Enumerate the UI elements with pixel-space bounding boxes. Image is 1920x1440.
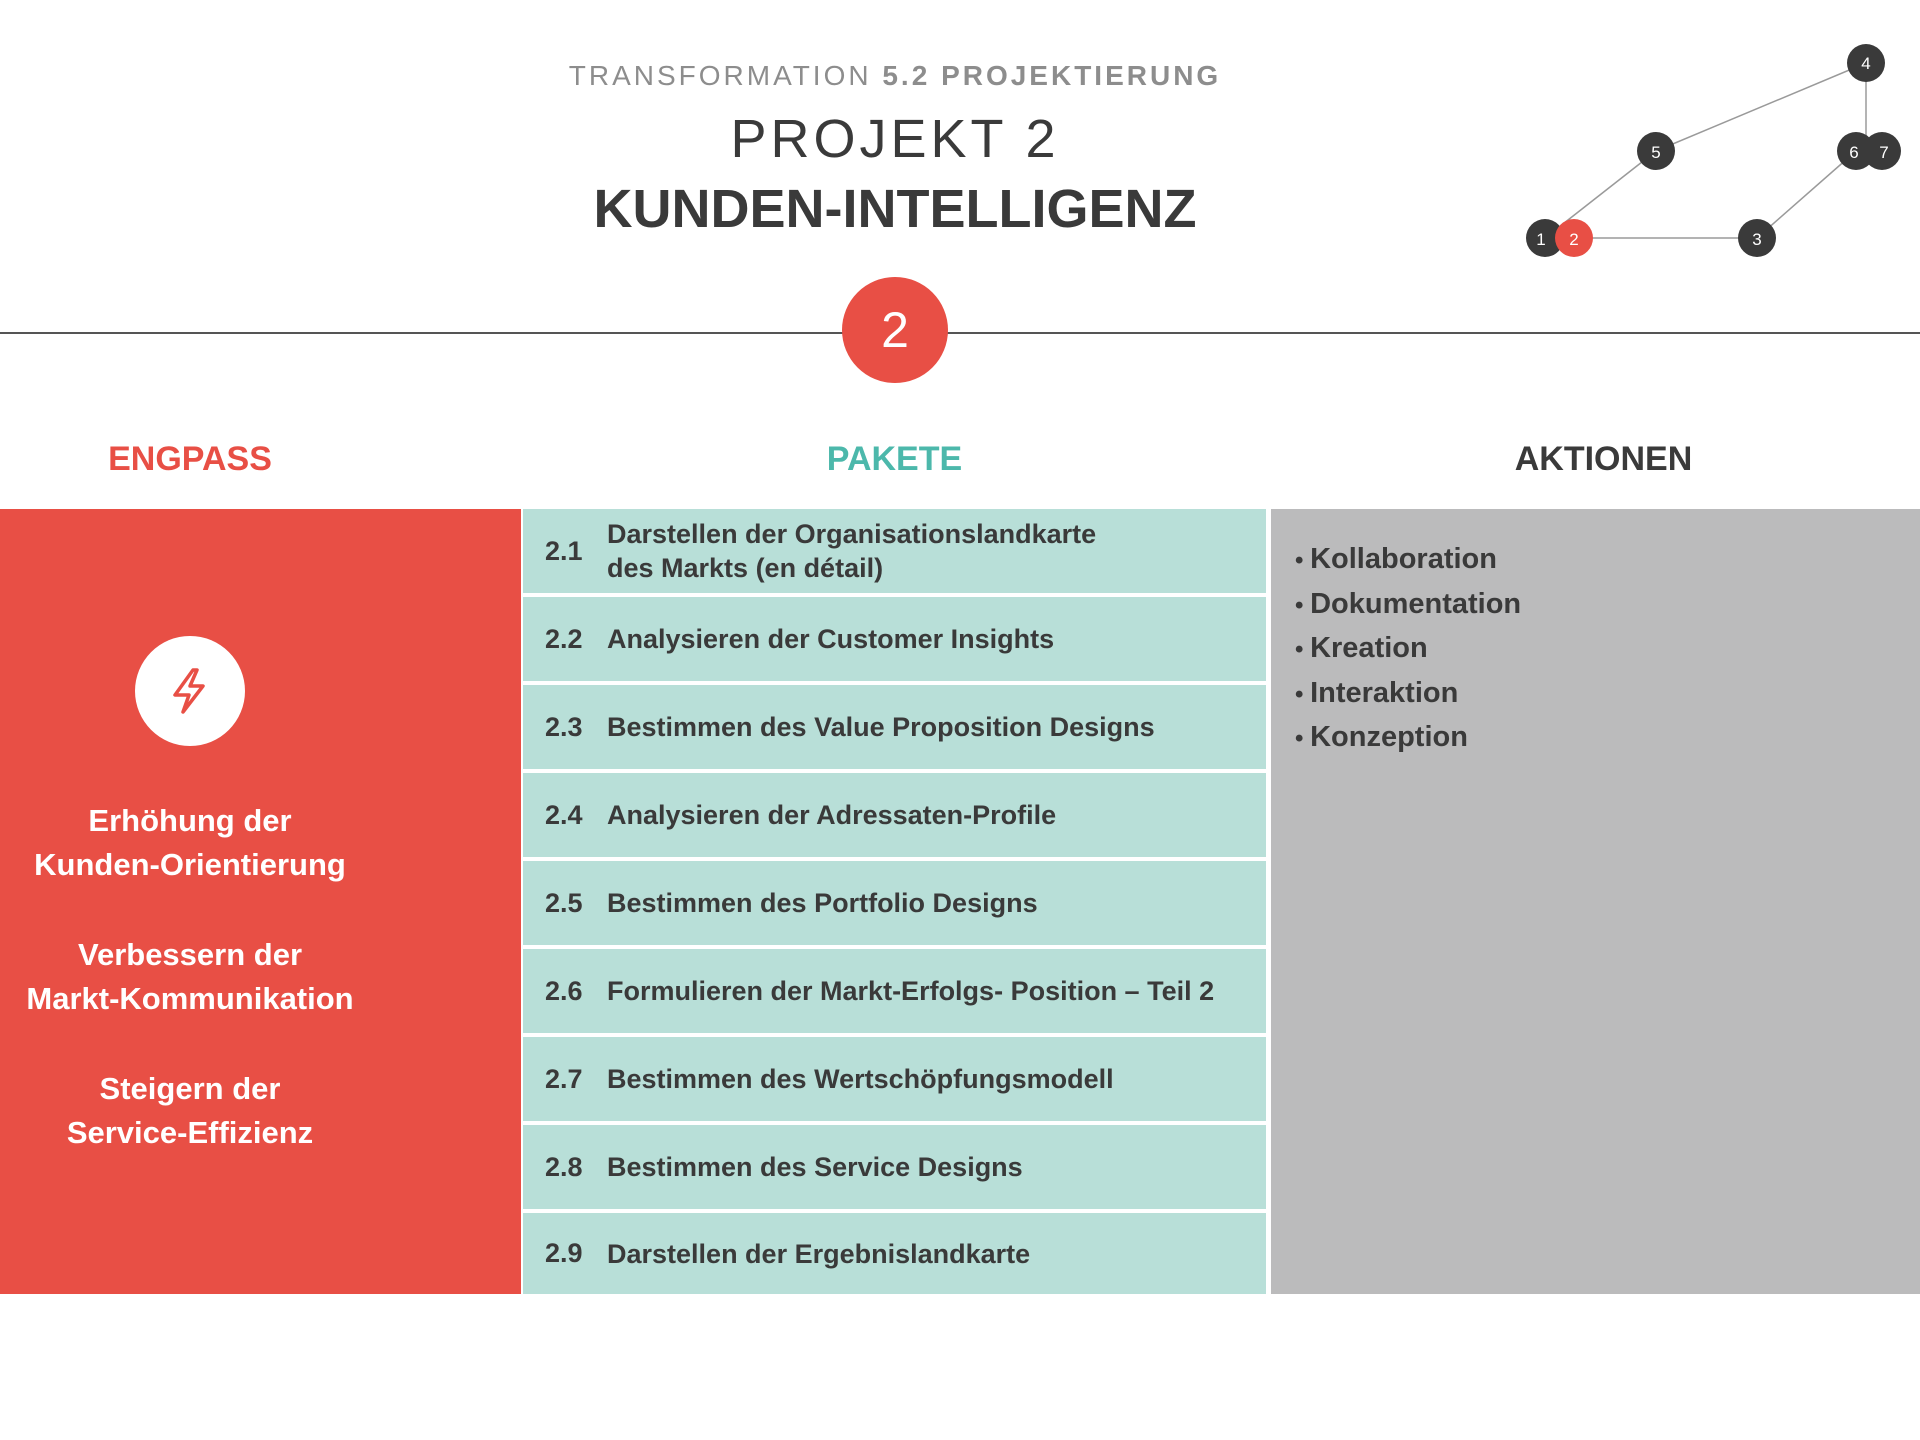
- project-label: PROJEKT 2: [730, 109, 1060, 169]
- paket-number: 2.6: [545, 975, 583, 1006]
- engpass-item-line: Kunden-Orientierung: [34, 847, 346, 882]
- network-node-label: 2: [1569, 230, 1579, 249]
- aktionen-list: [1295, 537, 1521, 760]
- project-badge: 2: [842, 277, 948, 383]
- network-node-label: 4: [1861, 54, 1871, 73]
- paket-title: Bestimmen des Wertschöpfungsmodell: [607, 1064, 1114, 1094]
- paket-number: 2.9: [545, 1238, 583, 1268]
- column-heading-engpass: ENGPASS: [108, 440, 272, 478]
- aktion-item: • Dokumentation: [1295, 582, 1521, 627]
- paket-title: Bestimmen des Service Designs: [607, 1152, 1023, 1182]
- paket-row: [523, 1037, 1266, 1121]
- column-heading-aktionen: AKTIONEN: [1514, 440, 1693, 478]
- header-divider: [0, 332, 1920, 334]
- network-node-label: 6: [1849, 143, 1859, 162]
- paket-title: Darstellen der Ergebnislandkarte: [607, 1238, 1031, 1269]
- paket-title: Analysieren der Customer Insights: [607, 624, 1055, 654]
- paket-number: 2.5: [545, 887, 583, 918]
- engpass-item: [0, 1067, 380, 1155]
- network-edge: [1656, 63, 1866, 151]
- paket-row: [523, 1213, 1266, 1294]
- paket-row: [523, 509, 1266, 593]
- aktion-item: • Konzeption: [1295, 715, 1521, 760]
- paket-title-line: des Markts (en détail): [607, 553, 884, 583]
- column-heading-pakete: PAKETE: [826, 440, 963, 478]
- engpass-panel: [0, 509, 521, 1294]
- engpass-item-line: Steigern der: [99, 1071, 281, 1106]
- network-node-label: 7: [1879, 143, 1889, 162]
- paket-number: 2.2: [545, 623, 583, 654]
- paket-number: 2.8: [545, 1151, 583, 1182]
- network-node-label: 3: [1752, 230, 1762, 249]
- engpass-item-line: Erhöhung der: [88, 803, 292, 838]
- paket-row: [523, 1125, 1266, 1209]
- paket-number: 2.1: [545, 535, 583, 566]
- aktionen-panel: [1271, 509, 1920, 1294]
- engpass-item: [0, 799, 380, 887]
- paket-number: 2.4: [545, 799, 583, 830]
- network-node-label: 1: [1536, 230, 1546, 249]
- paket-number: 2.7: [545, 1063, 583, 1094]
- paket-title: Bestimmen des Portfolio Designs: [607, 888, 1038, 918]
- engpass-item-line: Markt-Kommunikation: [26, 981, 354, 1016]
- engpass-item: [0, 933, 380, 1021]
- paket-title: Formulieren der Markt-Erfolgs- Position – Teil 2: [607, 976, 1215, 1006]
- paket-title-line: Darstellen der Organisationslandkarte: [607, 519, 1097, 549]
- project-network: [1510, 40, 1910, 280]
- paket-title: Analysieren der Adressaten-Profile: [607, 800, 1057, 830]
- aktion-item: • Interaktion: [1295, 671, 1521, 716]
- aktion-item: • Kollaboration: [1295, 537, 1521, 582]
- paket-row: [523, 773, 1266, 857]
- paket-title: [607, 509, 1256, 593]
- lightning-icon: [135, 636, 245, 746]
- paket-number: 2.3: [545, 711, 583, 742]
- paket-row: [523, 949, 1266, 1033]
- network-node-label: 5: [1651, 143, 1661, 162]
- aktion-item: • Kreation: [1295, 626, 1521, 671]
- paket-row: [523, 597, 1266, 681]
- engpass-list: [0, 799, 380, 1201]
- paket-row: [523, 685, 1266, 769]
- paket-title: Bestimmen des Value Proposition Designs: [607, 712, 1155, 742]
- engpass-item-line: Verbessern der: [77, 937, 303, 972]
- engpass-item-line: Service-Effizienz: [66, 1115, 314, 1150]
- network-edge: [1757, 151, 1856, 238]
- kicker-light: TRANSFORMATION: [568, 60, 872, 91]
- kicker-bold: 5.2 PROJEKTIERUNG: [882, 60, 1222, 91]
- pakete-list: [523, 509, 1266, 1294]
- page-title: KUNDEN-INTELLIGENZ: [593, 179, 1197, 239]
- paket-row: [523, 861, 1266, 945]
